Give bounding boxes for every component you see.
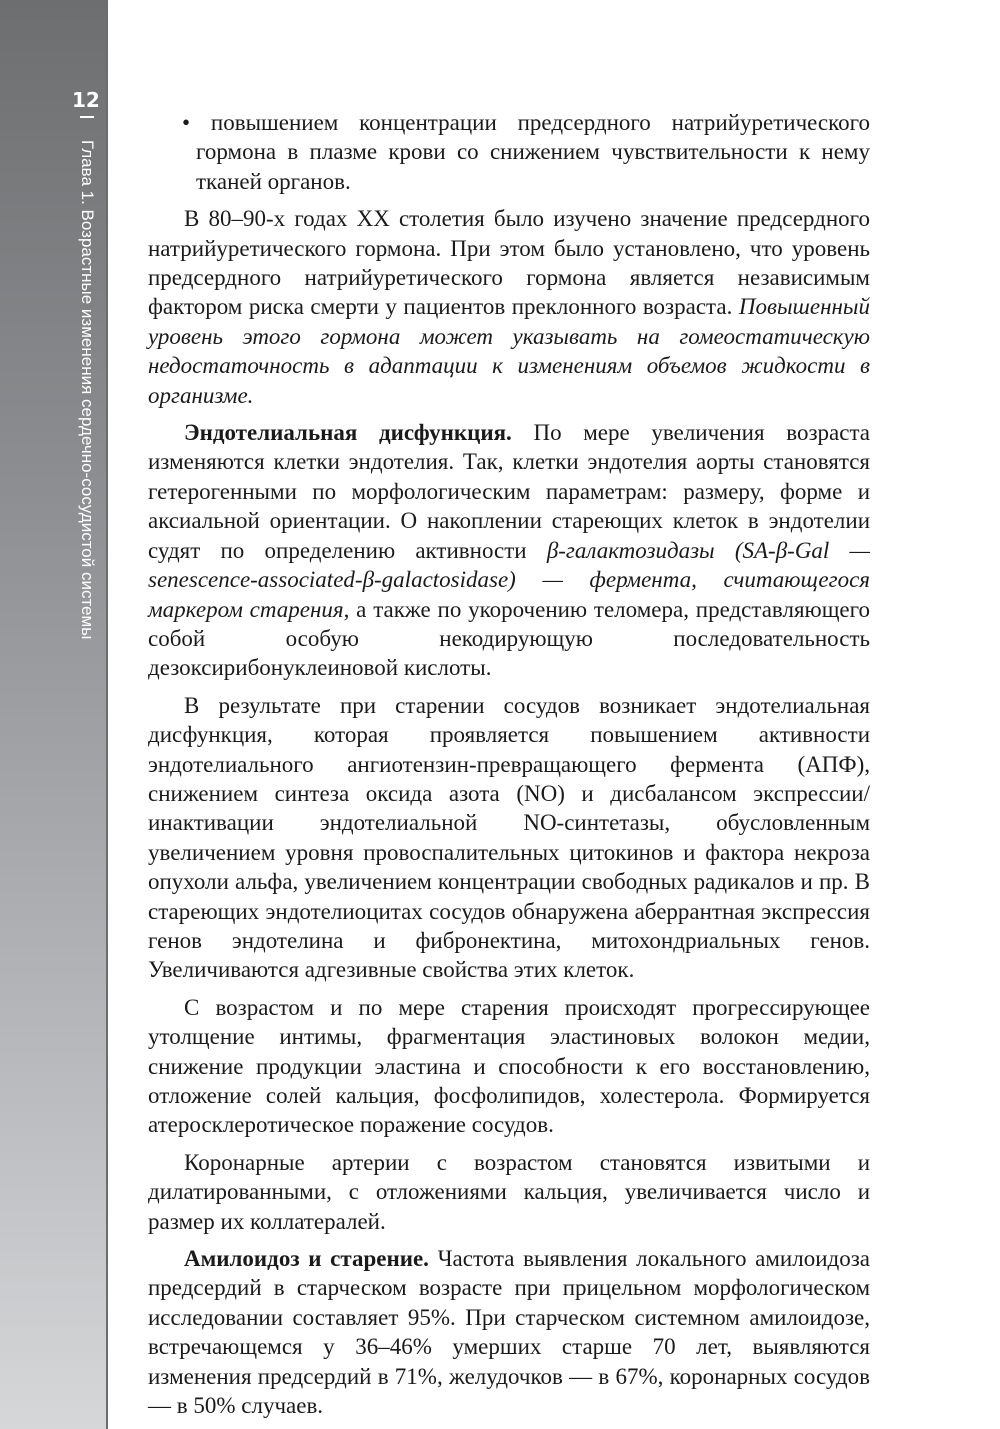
paragraph-amyloidosis (148, 1244, 870, 1420)
chapter-title: Глава 1. Возрастные изменения сердечно-сосудистой системы (78, 140, 97, 640)
bullet-item: • повышением концентрации предсердного натрийуретического гормона в плазме крови со снижением чувствительности к нему тканей органов. (182, 110, 870, 194)
paragraph-text: В 80–90-х годах XX столетия было изучено значение предсердного натрийуретического гормона. При этом было установлено, что уровень предсердного натрийуретического гормона является независимым фактором риска смерти у пациентов преклонного возраста. (148, 206, 870, 320)
section-heading: Эндотелиальная дисфункция. (184, 420, 512, 446)
page-number: 12 (72, 88, 100, 112)
paragraph-text: Частота выявления локального амилоидоза предсердий в старческом возрасте при прицельном морфологическом исследовании составляет 95%. При старческом системном амилоидозе, встречающемся у 36–46% умерших старше 70 лет, выявляются изменения предсердий в 71%, желудочков — в 67%, коронарных сосудов — в 50% случаев. (148, 1246, 870, 1419)
paragraph-text: , а также по укорочению теломера, представляющего собой особую некодирующую последовательность дезоксирибонуклеиновой кислоты. (148, 596, 870, 681)
sidebar-divider (106, 0, 108, 1429)
paragraph-italic: Повышенный уровень этого гормона может указывать на гомеостатическую недостаточность в адаптации к изменениям объемов жидкости в организме. (148, 294, 870, 408)
paragraph-coronary: Коронарные артерии с возрастом становятся извитыми и дилатированными, с отложениями кальция, увеличивается число и размер их коллатералей. (148, 1149, 870, 1234)
paragraph-vessel-aging: В результате при старении сосудов возникает эндотелиальная дисфункция, которая проявляется повышением активности эндотелиального ангиотензин-превращающего фермента (АПФ), снижением синтеза оксида азота (NO) и дисбалансом экспрессии/инактивации эндотелиальной NO-синтетазы, обусловленным увеличением уровня провоспалительных цитокинов и фактора некроза опухоли альфа, увеличением концентрации свободных радикалов и пр. В стареющих эндотелиоцитах сосудов обнаружена аберрантная экспрессия генов эндотелина и фибронектина, митохондриальных генов. Увеличиваются адгезивные свойства этих клеток. (148, 692, 870, 983)
section-heading: Амилоидоз и старение. (184, 1246, 429, 1272)
paragraph-text: По мере увеличения возраста изменяются клетки эндотелия. Так, клетки эндотелия аорты становятся гетерогенными по морфологическим параметрам: размеру, форме и аксиальной ориентации. О накоплении стареющих клеток в эндотелии судят по определению активности (148, 420, 870, 563)
bullet-text: повышением концентрации предсердного натрийуретического гормона в плазме крови со снижением чувствительности к нему тканей органов. (196, 110, 870, 194)
paragraph-hormone (148, 204, 870, 410)
paragraph-intima: С возрастом и по мере старения происходят прогрессирующее утолщение интимы, фрагментация эластиновых волокон медии, снижение продукции эластина и способности к его восстановлению, отложение солей кальция, фосфолипидов, холестерола. Формируется атеросклеротическое поражение сосудов. (148, 994, 870, 1138)
paragraph-endothelial-dysfunction (148, 418, 870, 683)
page-number-rule (80, 116, 94, 118)
paragraph-italic: β-галактозидазы (SA-β-Gal — senescence-associated-β-galactosidase) — фермента, считающегося маркером старения (148, 537, 870, 622)
page-body (148, 108, 870, 1420)
